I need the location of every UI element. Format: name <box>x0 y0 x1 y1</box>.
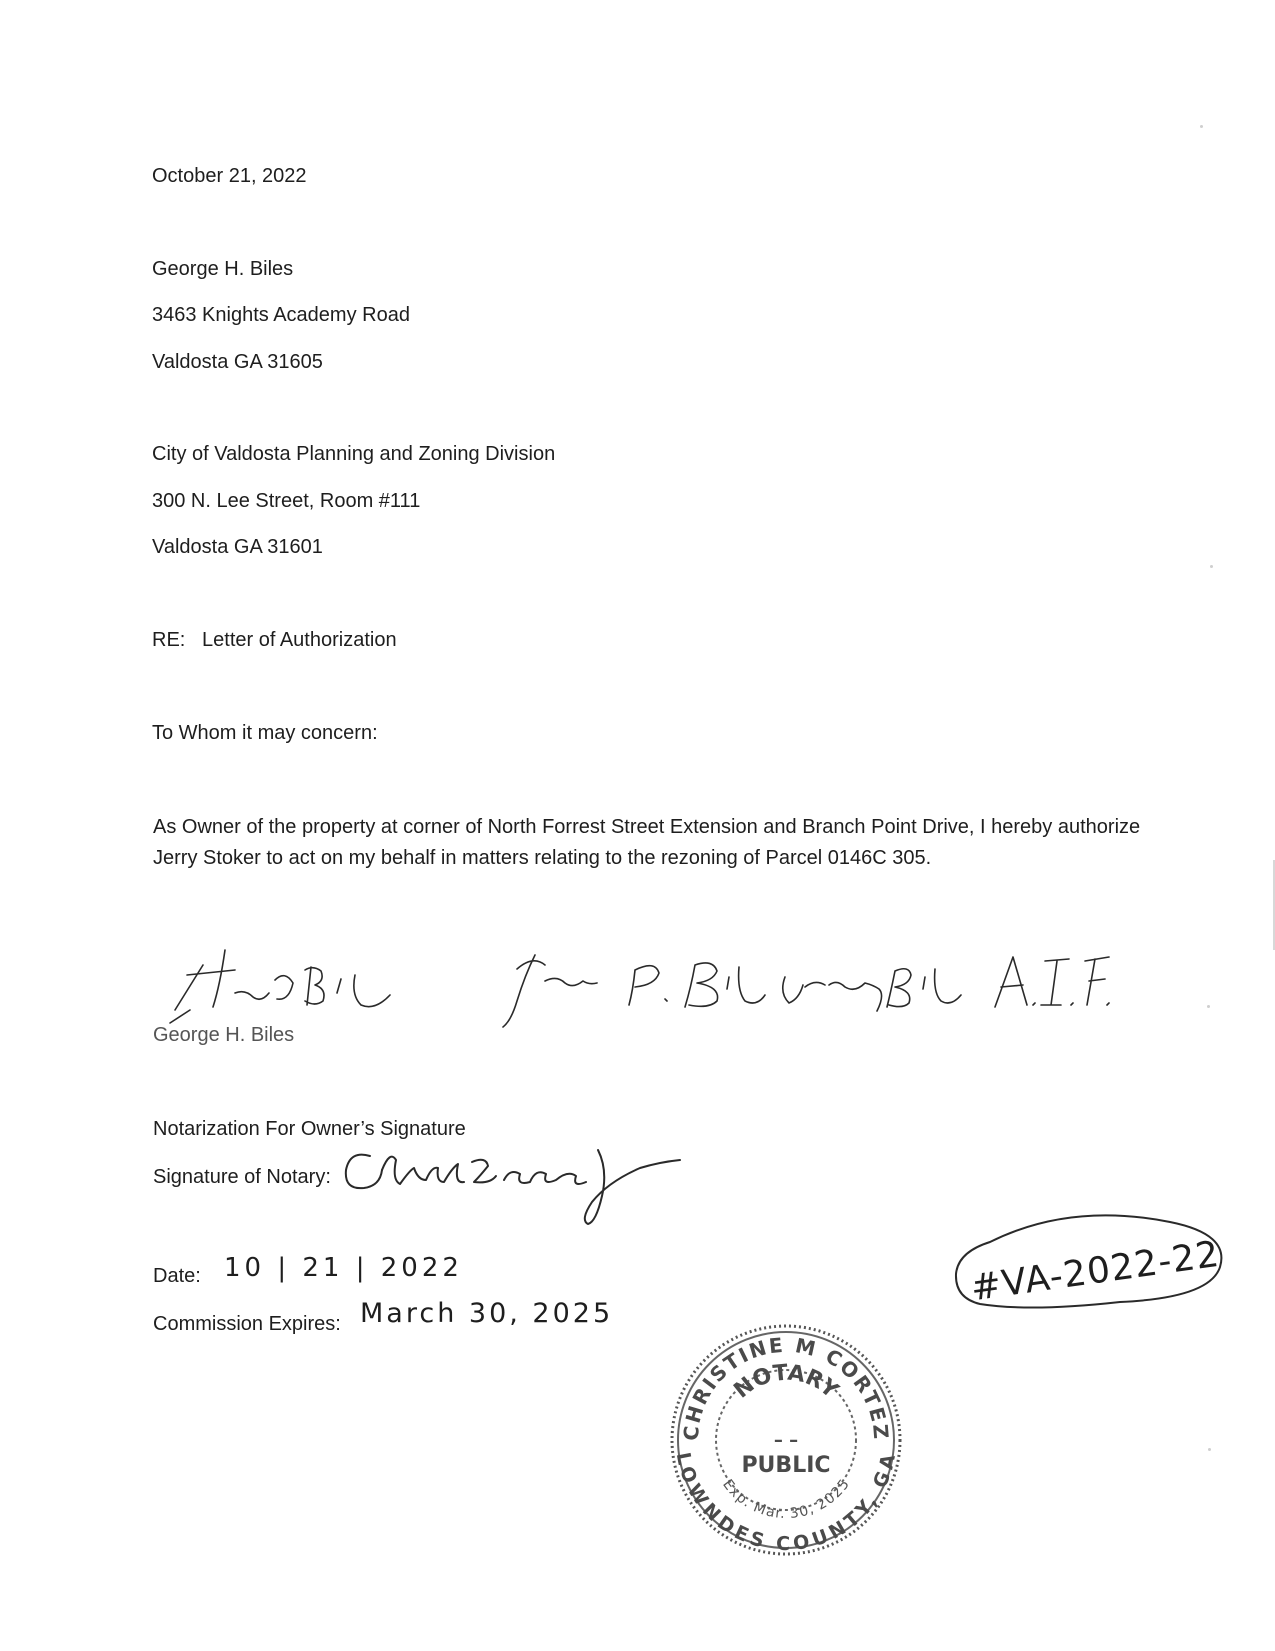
svg-text:Exp. Mar. 30, 2025 <box>720 1476 853 1521</box>
recipient-street: 300 N. Lee Street, Room #111 <box>152 490 421 512</box>
svg-text:CHRISTINE M CORTEZ <box>679 1333 894 1442</box>
case-number-annotation <box>950 1212 1235 1322</box>
notarization-heading: Notarization For Owner’s Signature <box>153 1118 466 1140</box>
seal-divider: – – <box>773 1430 799 1451</box>
seal-title-top: NOTARY <box>729 1360 843 1404</box>
subject-line: RE: Letter of Authorization <box>152 629 397 651</box>
seal-county: LOWNDES COUNTY, GA <box>672 1450 900 1555</box>
scan-speck <box>1208 1448 1211 1451</box>
commission-expires-value: March 30, 2025 <box>360 1298 614 1329</box>
notary-seal <box>668 1322 904 1558</box>
body-paragraph: As Owner of the property at corner of North Forrest Street Extension and Branch Point Drive, I hereby authorize Jerry Stoker to act on my behalf in matters relating to the rezoning of Parcel 0146C 305. <box>153 816 1141 869</box>
seal-expiry: Exp. Mar. 30, 2025 <box>719 1476 853 1522</box>
sender-name: George H. Biles <box>152 258 294 280</box>
notary-signature <box>340 1140 700 1230</box>
scan-speck <box>1210 565 1213 568</box>
owner-signature <box>165 915 1145 1035</box>
scan-speck <box>1200 125 1203 128</box>
seal-name: CHRISTINE M CORTEZ <box>678 1332 894 1442</box>
notary-signature-label: Signature of Notary: <box>153 1166 331 1188</box>
case-number-text: #VA-2022-22 <box>968 1233 1223 1310</box>
scan-speck <box>1207 1005 1210 1008</box>
sender-city: Valdosta GA 31605 <box>152 351 323 373</box>
recipient-city: Valdosta GA 31601 <box>152 536 323 558</box>
notary-date-label: Date: <box>153 1265 201 1287</box>
notary-date-value: 10 | 21 | 2022 <box>224 1253 463 1283</box>
commission-expires-label: Commission Expires: <box>153 1313 341 1335</box>
signer-printed-name: George H. Biles <box>153 1024 295 1046</box>
salutation: To Whom it may concern: <box>152 722 378 744</box>
sender-street: 3463 Knights Academy Road <box>152 304 410 326</box>
letter-date: October 21, 2022 <box>152 165 307 187</box>
recipient-name: City of Valdosta Planning and Zoning Division <box>152 443 556 465</box>
seal-title-bottom: PUBLIC <box>741 1453 831 1478</box>
